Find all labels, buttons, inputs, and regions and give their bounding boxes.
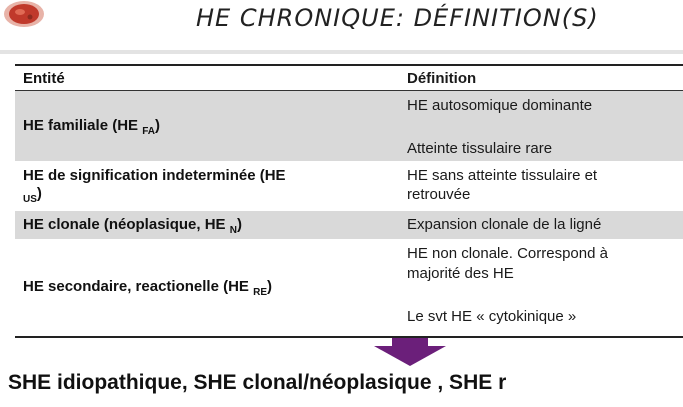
title-bar	[0, 0, 683, 44]
table-row	[15, 91, 683, 161]
definition-line: HE non clonale. Correspond à	[407, 245, 608, 262]
definition-line: Expansion clonale de la ligné	[407, 216, 602, 233]
definition-line: HE sans atteinte tissulaire et	[407, 167, 598, 184]
entity-cell: HE de signification indeterminée (HE	[23, 167, 286, 184]
definition-line: HE autosomique dominante	[407, 97, 593, 114]
header-definition: Définition	[407, 70, 477, 87]
definition-table	[15, 64, 683, 338]
table-row	[15, 211, 683, 239]
slide-title: HE CHRONIQUE: DÉFINITION(S)	[196, 4, 599, 32]
header-entity: Entité	[23, 70, 65, 87]
table-row	[15, 161, 683, 209]
entity-cell: HE familiale (HE $_{FA}$)	[23, 117, 160, 137]
entity-cell-cont: $_{US}$)	[23, 185, 42, 205]
entity-cell: HE clonale (néoplasique, HE $_N$)	[23, 216, 242, 236]
entity-cell: HE secondaire, reactionelle (HE $_{RE}$)	[23, 278, 272, 298]
table-row	[15, 241, 683, 334]
table-header-row	[15, 66, 683, 91]
title-divider	[0, 50, 683, 54]
definition-line: retrouvée	[407, 186, 471, 203]
definition-line: majorité des HE	[407, 265, 514, 282]
conclusion-text: SHE idiopathique, SHE clonal/néoplasique , SHE r	[8, 371, 507, 394]
red-cell-logo-icon	[0, 0, 48, 30]
definition-line: Le svt HE « cytokinique »	[407, 308, 577, 325]
down-arrow-icon	[374, 338, 446, 366]
definition-line: Atteinte tissulaire rare	[407, 140, 553, 157]
